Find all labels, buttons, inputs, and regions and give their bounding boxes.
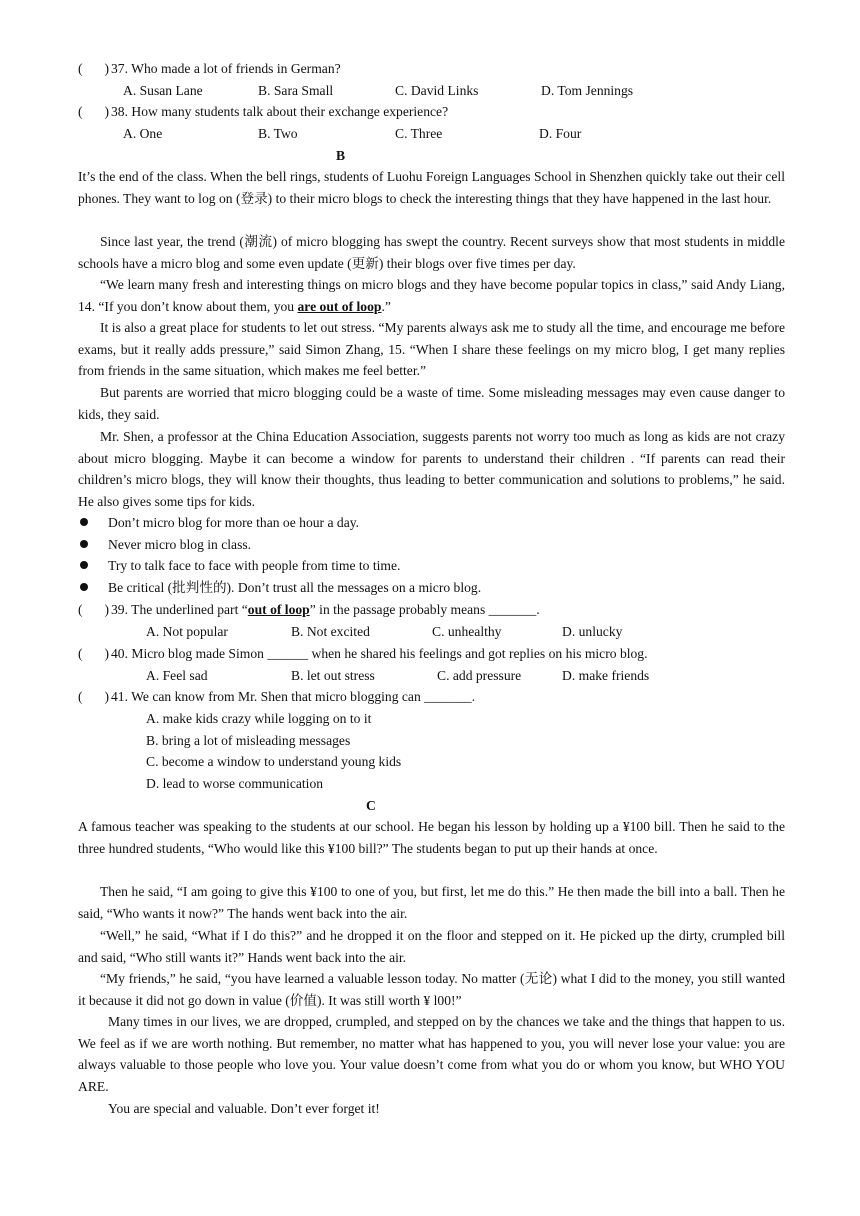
passage-b-paragraph-4: It is also a great place for students to let out stress. “My parents always ask me to study all the time, and encourage me before exams, but it really adds pressure,” said Simon Zhang, 15. “When I share these feelings on my micro blog, I get many replies from friends in the same situation, which makes me feel better.” (78, 320, 785, 379)
question-number: 38. (111, 104, 128, 119)
question-39: ( ) 39. The underlined part “out of loop” in the passage probably means _______. (78, 599, 540, 621)
option-b: B. Sara Small (258, 83, 334, 98)
option-b: B. bring a lot of misleading messages (146, 733, 351, 748)
question-text: How many students talk about their exchange experience? (131, 104, 449, 119)
tip-item: Never micro blog in class. (108, 537, 252, 552)
answer-blank: ( ) (78, 61, 110, 76)
passage-c-paragraph-3: “Well,” he said, “What if I do this?” and he dropped it on the floor and stepped on it. He picked up the dirty, crumpled bill and said, “Who still wants it?” Hands went back into the air. (78, 928, 785, 965)
tip-item: Don’t micro blog for more than oe hour a day. (108, 515, 360, 530)
option-a: A. One (123, 126, 163, 141)
question-38 (78, 101, 448, 123)
passage-b-paragraph-5: But parents are worried that micro blogging could be a waste of time. Some misleading messages may even cause danger to kids, they said. (78, 385, 785, 422)
underlined-phrase: are out of loop (297, 298, 382, 314)
tip-item: Try to talk face to face with people from time to time. (108, 558, 401, 573)
section-c-heading: C (366, 798, 376, 813)
bullet-icon (80, 583, 88, 591)
question-40 (78, 643, 648, 665)
option-c: C. become a window to understand young kids (146, 754, 402, 769)
question-number: 41. (111, 689, 128, 704)
option-a: A. Feel sad (146, 668, 208, 683)
question-text: Micro blog made Simon ______ when he shared his feelings and got replies on his micro blog. (131, 646, 648, 661)
passage-c-paragraph-4: “My friends,” he said, “you have learned a valuable lesson today. No matter (无论) what I did to the money, you still wanted it because it did not go down in value (价值). It was still worth ¥ l00!” (78, 971, 785, 1008)
option-d: D. Four (539, 126, 582, 141)
passage-b-paragraph-2: Since last year, the trend (潮流) of micro blogging has swept the country. Recent surveys show that most students in middle schools have a micro blog and some even update (更新) their blogs over five times per day. (78, 234, 785, 271)
option-d: D. make friends (562, 668, 650, 683)
option-a: A. Susan Lane (123, 83, 203, 98)
passage-b-paragraph-3: “We learn many fresh and interesting things on micro blogs and they have become popular topics in class,” said Andy Liang, 14. “If you don’t know about them, you are out of loop.” (78, 277, 785, 314)
bullet-icon (80, 518, 88, 526)
section-b-heading: B (336, 148, 346, 163)
answer-blank: ( ) (78, 689, 110, 704)
option-c: C. add pressure (437, 668, 522, 683)
option-b: B. let out stress (291, 668, 375, 683)
question-text: We can know from Mr. Shen that micro blogging can _______. (131, 689, 476, 704)
option-d: D. lead to worse communication (146, 776, 324, 791)
passage-c-paragraph-2: Then he said, “I am going to give this ¥100 to one of you, but first, let me do this.” He then made the bill into a ball. Then he said, “Who wants it now?” The hands went back into the air. (78, 884, 785, 921)
answer-blank: ( ) (78, 646, 110, 661)
question-number: 37. (111, 61, 128, 76)
question-number: 40. (111, 646, 128, 661)
option-b: B. Not excited (291, 624, 370, 639)
question-number: 39. (111, 602, 128, 617)
passage-c-paragraph-1: A famous teacher was speaking to the students at our school. He began his lesson by holding up a ¥100 bill. Then he said to the three hundred students, “Who would like this ¥100 bill?” The students began to put up their hands at once. (78, 819, 785, 856)
option-b: B. Two (258, 126, 298, 141)
question-text: Who made a lot of friends in German? (131, 61, 341, 76)
passage-b-paragraph-1: It’s the end of the class. When the bell rings, students of Luohu Foreign Languages School in Shenzhen quickly take out their cell phones. They want to log on (登录) to their micro blogs to check the interesting things that they have happened in the last hour. (78, 169, 785, 206)
bullet-icon (80, 540, 88, 548)
tip-item: Be critical (批判性的). Don’t trust all the messages on a micro blog. (108, 580, 482, 595)
option-c: C. David Links (395, 83, 479, 98)
question-37 (78, 58, 341, 80)
question-41 (78, 686, 475, 708)
option-a: A. make kids crazy while logging on to it (146, 711, 372, 726)
option-c: C. Three (395, 126, 443, 141)
underlined-phrase: out of loop (247, 602, 310, 617)
option-a: A. Not popular (146, 624, 228, 639)
option-d: D. unlucky (562, 624, 623, 639)
passage-c-paragraph-5: Many times in our lives, we are dropped, crumpled, and stepped on by the chances we take and the things that happen to us. We feel as if we are worth nothing. But remember, no matter what has happened to you, you will never lose your value: you are always valuable to those people who love you. Your value doesn’t come from what you do or whom you know, but WHO YOU ARE. (78, 1014, 785, 1094)
option-d: D. Tom Jennings (541, 83, 634, 98)
answer-blank: ( ) (78, 104, 110, 119)
option-c: C. unhealthy (432, 624, 502, 639)
bullet-icon (80, 561, 88, 569)
passage-b-paragraph-6: Mr. Shen, a professor at the China Education Association, suggests parents not worry too much as long as kids are not crazy about micro blogging. Maybe it can become a window for parents to understand their children . “If parents can read their children’s micro blogs, they will know their thoughts, thus leading to better communication and solutions to problems,” he said. He also gives some tips for kids. (78, 429, 785, 509)
answer-blank: ( ) (78, 602, 110, 617)
passage-c-paragraph-6: You are special and valuable. Don’t ever forget it! (108, 1101, 380, 1116)
